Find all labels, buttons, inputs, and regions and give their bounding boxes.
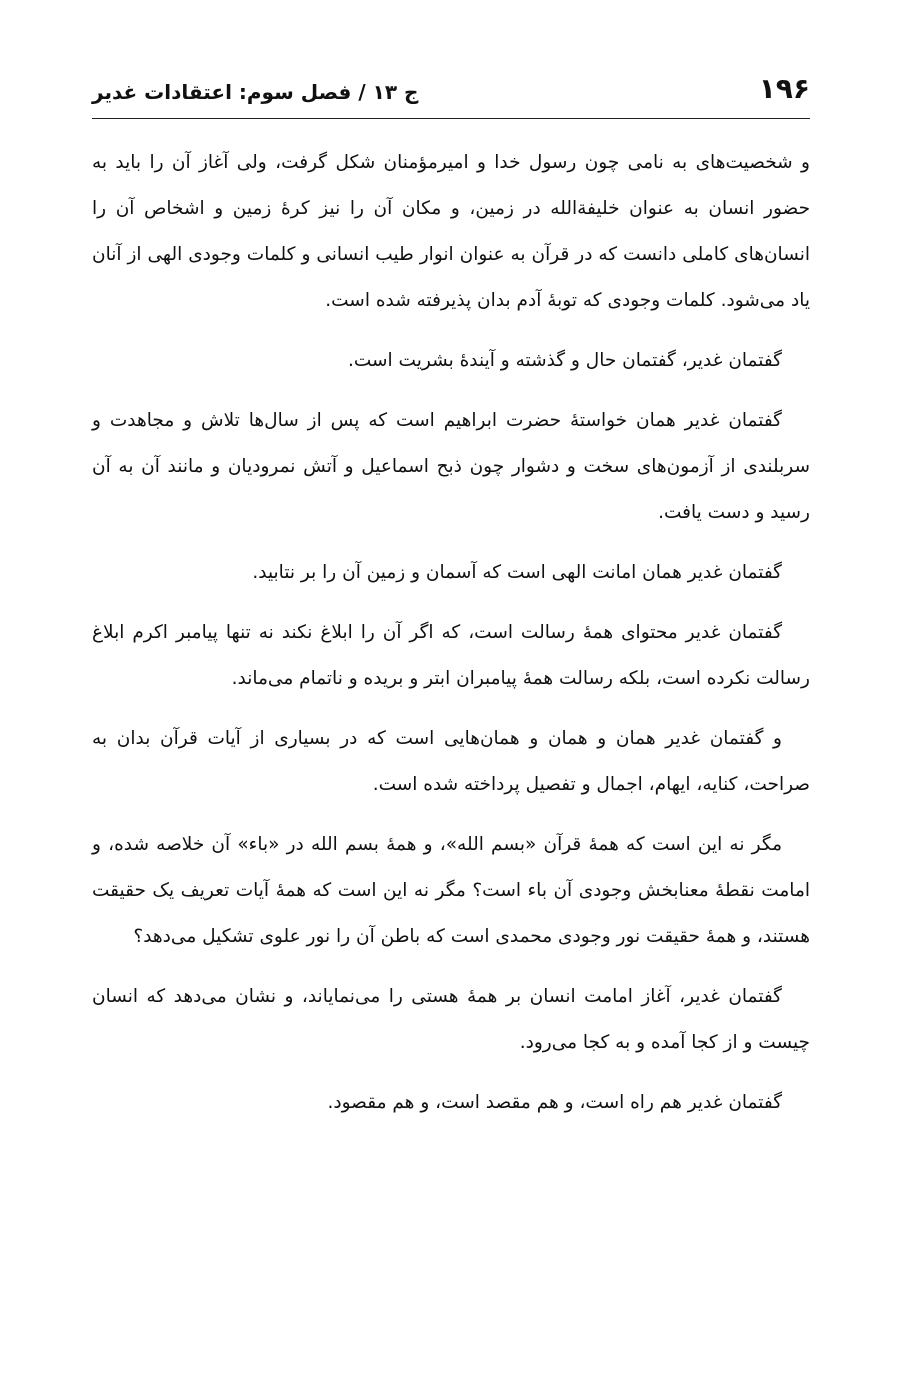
paragraph: گفتمان غدیر همان امانت الهی است که آسمان و زمین آن را بر نتابید. xyxy=(252,562,782,583)
paragraph: و گفتمان غدیر همان و همان و همان‌هایی است که در بسیاری از آیات قرآن بدان به صراحت، کنایه، ایهام، اجمال و تفصیل پرداخته شده است. xyxy=(92,728,810,795)
running-head: ج ۱۳ / فصل سوم: اعتقادات غدیر xyxy=(92,80,419,104)
body-text xyxy=(92,140,810,1140)
paragraph: گفتمان غدیر همان خواستهٔ حضرت ابراهیم است که پس از سال‌ها تلاش و مجاهدت و سربلندی از آزمون‌های سخت و دشوار چون ذبح اسماعیل و آتش نمرودیان و مانند آن به آن رسید و دست یافت. xyxy=(92,410,810,523)
paragraph: مگر نه این است که همهٔ قرآن «بسم الله»، و همهٔ بسم الله در «باء» آن خلاصه شده، و امامت نقطهٔ معنابخش وجودی آن باء است؟ مگر نه این است که همهٔ آیات تعریف یک حقیقت هستند، و همهٔ حقیقت نور وجودی محمدی است که باطن آن را نور علوی تشکیل می‌دهد؟ xyxy=(92,834,810,947)
paragraph: گفتمان غدیر هم راه است، و هم مقصد است، و هم مقصود. xyxy=(327,1092,782,1113)
book-page xyxy=(92,0,810,1390)
page-number: ۱۹۶ xyxy=(758,72,810,105)
paragraph: گفتمان غدیر، گفتمان حال و گذشته و آیندهٔ بشریت است. xyxy=(347,350,782,371)
paragraph: و شخصیت‌های به نامی چون رسول خدا و امیرمؤمنان شکل گرفت، ولی آغاز آن را باید به حضور انسان به عنوان خلیفةالله در زمین، و مکان آن را نیز کرهٔ زمین و اشخاص آن را انسان‌های کاملی دانست که در قرآن به عنوان انوار طیب انسانی و کلمات وجودی الهی از آنان یاد می‌شود. کلمات وجودی که توبهٔ آدم بدان پذیرفته شده است. xyxy=(92,152,810,311)
page-header xyxy=(92,66,810,119)
paragraph: گفتمان غدیر، آغاز امامت انسان بر همهٔ هستی را می‌نمایاند، و نشان می‌دهد که انسان چیست و از کجا آمده و به کجا می‌رود. xyxy=(92,986,810,1053)
paragraph: گفتمان غدیر محتوای همهٔ رسالت است، که اگر آن را ابلاغ نکند نه تنها پیامبر اکرم ابلاغ رسالت نکرده است، بلکه رسالت همهٔ پیامبران ابتر و بریده و ناتمام می‌ماند. xyxy=(92,622,810,689)
